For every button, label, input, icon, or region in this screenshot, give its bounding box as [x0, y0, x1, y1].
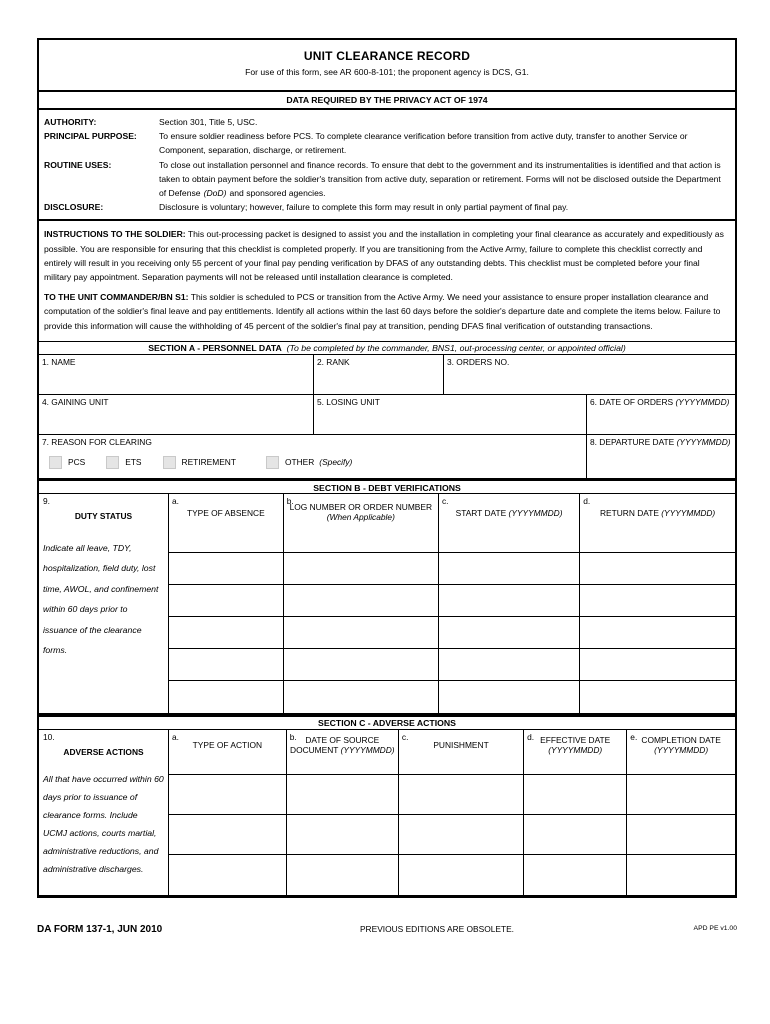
- adverse-actions-grid: [169, 730, 735, 895]
- section-b-rows: [169, 553, 735, 713]
- empty-entry-cell[interactable]: [398, 815, 523, 855]
- empty-entry-cell[interactable]: [283, 681, 438, 713]
- reason-option-retirement: [163, 456, 236, 469]
- rank-field-label: 2. RANK: [317, 356, 350, 367]
- empty-entry-cell[interactable]: [169, 617, 283, 649]
- empty-entry-cell[interactable]: [438, 553, 579, 585]
- orders-no-field-label: 3. ORDERS NO.: [447, 356, 510, 367]
- table-row: [169, 681, 735, 713]
- reason-for-clearing-field: [39, 435, 587, 479]
- reason-checkboxes: [49, 456, 583, 469]
- empty-entry-cell[interactable]: [286, 775, 398, 815]
- section-b-header: [39, 479, 735, 494]
- instructions-block: [39, 221, 735, 340]
- date-of-orders-format: (YYYYMMDD): [675, 396, 730, 407]
- to-unit-commander: [44, 290, 727, 333]
- date-of-orders-field[interactable]: [587, 395, 735, 435]
- col-return-date: d. RETURN DATE (YYYYMMDD): [580, 494, 735, 553]
- debt-verifications-grid: [169, 494, 735, 713]
- empty-entry-cell[interactable]: [398, 775, 523, 815]
- empty-entry-cell[interactable]: [169, 585, 283, 617]
- table-row: [169, 649, 735, 681]
- table-row: [169, 855, 735, 895]
- section-b-column-headers: [169, 494, 735, 553]
- empty-entry-cell[interactable]: [169, 815, 286, 855]
- item-10-number: 10.: [43, 731, 55, 742]
- other-label: OTHER: [284, 457, 315, 468]
- col-log-number: b. LOG NUMBER OR ORDER NUMBER (When Applicable): [283, 494, 438, 553]
- reason-option-pcs: [49, 456, 85, 469]
- date-of-orders-field-label: 6. DATE OF ORDERS: [590, 396, 674, 407]
- orders-no-field[interactable]: [444, 355, 735, 395]
- empty-entry-cell[interactable]: [438, 617, 579, 649]
- adverse-actions-title: ADVERSE ACTIONS: [63, 746, 144, 757]
- privacy-act-bar: DATA REQUIRED BY THE PRIVACY ACT OF 1974: [39, 92, 735, 110]
- privacy-row-routine-uses: [39, 158, 735, 201]
- ets-checkbox[interactable]: [106, 456, 119, 469]
- table-row: [169, 775, 735, 815]
- item-9-number: 9.: [43, 495, 50, 506]
- empty-entry-cell[interactable]: [283, 553, 438, 585]
- empty-entry-cell[interactable]: [283, 585, 438, 617]
- form-number: DA FORM 137-1, JUN 2010: [37, 924, 163, 935]
- table-row: [169, 815, 735, 855]
- reason-option-other: [266, 456, 352, 469]
- section-a-row-1: [39, 355, 735, 395]
- pcs-label: PCS: [68, 457, 86, 468]
- empty-entry-cell[interactable]: [627, 775, 735, 815]
- other-specify-note: (Specify): [319, 457, 353, 468]
- routine-uses-label: ROUTINE USES:: [44, 159, 112, 170]
- form-title-block: [39, 40, 735, 92]
- empty-entry-cell[interactable]: [286, 855, 398, 895]
- section-c-header: [39, 713, 735, 730]
- gaining-unit-field-label: 4. GAINING UNIT: [42, 396, 109, 407]
- empty-entry-cell[interactable]: [169, 775, 286, 815]
- empty-entry-cell[interactable]: [524, 775, 627, 815]
- apd-version: APD PE v1.00: [693, 925, 737, 932]
- empty-entry-cell[interactable]: [627, 855, 735, 895]
- authority-label: AUTHORITY:: [44, 117, 97, 127]
- empty-entry-cell[interactable]: [580, 585, 735, 617]
- other-checkbox[interactable]: [266, 456, 279, 469]
- principal-purpose-text: To ensure soldier readiness before PCS. To complete clearance verification before transition from active duty, transfer to another Service or Component, separation, discharge, or retirement.: [159, 131, 688, 156]
- name-field-label: 1. NAME: [42, 356, 76, 367]
- section-a-note: (To be completed by the commander, BNS1, out-processing center, or appointed official): [286, 342, 626, 353]
- instructions-to-soldier-label: INSTRUCTIONS TO THE SOLDIER:: [44, 229, 186, 240]
- section-b-title: SECTION B - DEBT VERIFICATIONS: [313, 482, 461, 493]
- instructions-to-soldier-text: This out-processing packet is designed to assist you and the installation in completing your final clearance as accurately and expeditiously as possible. You are responsible for ensuring that this checklist is completed properly. If you are transitioning from the Active Army, failure to complete this checklist correctly and entirely will result in you receiving only 55 percent of your final pay pending verification by DFAS of any outstanding debts. This checklist must be completed before your final military pay appointment. Separation payments will not be released until installation clearance is completed.: [44, 229, 724, 283]
- pcs-checkbox[interactable]: [49, 456, 62, 469]
- empty-entry-cell[interactable]: [438, 681, 579, 713]
- col-date-of-source-document: b. DATE OF SOURCE DOCUMENT (YYYYMMDD): [286, 730, 398, 775]
- disclosure-text: Disclosure is voluntary; however, failure to complete this form may result in only partial payment of final pay.: [159, 202, 569, 213]
- da-form-137-1: [37, 38, 737, 898]
- routine-uses-text: To close out installation personnel and finance records. To ensure that debt to the government and its instrumentalities is identified and that action is taken to obtain payment before the soldier's transition from active duty, separation or retirement. Forms will not be disclosed outside the Department of Defense (DoD) and sponsored agencies.: [159, 159, 721, 199]
- empty-entry-cell[interactable]: [580, 681, 735, 713]
- section-a-header: [39, 341, 735, 355]
- section-a-row-3: [39, 435, 735, 479]
- empty-entry-cell[interactable]: [627, 815, 735, 855]
- principal-purpose-label: PRINCIPAL PURPOSE:: [44, 131, 137, 142]
- privacy-row-authority: [39, 115, 735, 129]
- section-b-table: [39, 494, 735, 713]
- col-start-date: c. START DATE (YYYYMMDD): [438, 494, 579, 553]
- empty-entry-cell[interactable]: [524, 855, 627, 895]
- adverse-actions-note: All that have occurred within 60 days prior to issuance of clearance forms. Include UCMJ actions, courts martial, administrative reductions, and administrative discharges.: [43, 773, 164, 874]
- instructions-to-soldier: [44, 227, 727, 284]
- rank-field[interactable]: [314, 355, 444, 395]
- form-title: UNIT CLEARANCE RECORD: [303, 49, 471, 63]
- reason-option-ets: [106, 456, 141, 469]
- section-c-column-headers: [169, 730, 735, 775]
- table-row: [169, 585, 735, 617]
- disclosure-label: DISCLOSURE:: [44, 202, 104, 213]
- ets-label: ETS: [125, 457, 142, 468]
- form-subtitle: For use of this form, see AR 600-8-101; the proponent agency is DCS, G1.: [245, 67, 529, 77]
- col-type-of-absence: a. TYPE OF ABSENCE: [169, 494, 283, 553]
- empty-entry-cell[interactable]: [580, 617, 735, 649]
- empty-entry-cell[interactable]: [283, 617, 438, 649]
- reason-for-clearing-label: 7. REASON FOR CLEARING: [42, 436, 152, 447]
- departure-date-field[interactable]: [587, 435, 735, 479]
- duty-status-note: Indicate all leave, TDY, hospitalization, field duty, lost time, AWOL, and confinement within 60 days prior to issuance of the clearance forms.: [43, 542, 159, 656]
- empty-entry-cell[interactable]: [169, 681, 283, 713]
- section-a-title: SECTION A - PERSONNEL DATA: [148, 342, 282, 353]
- retirement-checkbox[interactable]: [163, 456, 176, 469]
- table-row: [169, 553, 735, 585]
- departure-date-format: (YYYYMMDD): [676, 436, 731, 447]
- col-completion-date: e. COMPLETION DATE (YYYYMMDD): [627, 730, 735, 775]
- duty-status-label-cell: [39, 494, 169, 713]
- adverse-actions-label-cell: [39, 730, 169, 895]
- empty-entry-cell[interactable]: [524, 815, 627, 855]
- privacy-row-principal-purpose: [39, 129, 735, 157]
- name-field[interactable]: [39, 355, 314, 395]
- section-c-rows: [169, 775, 735, 895]
- empty-entry-cell[interactable]: [580, 553, 735, 585]
- section-c-title: SECTION C - ADVERSE ACTIONS: [318, 717, 456, 728]
- departure-date-field-label: 8. DEPARTURE DATE: [590, 436, 675, 447]
- empty-entry-cell[interactable]: [398, 855, 523, 895]
- col-type-of-action: a. TYPE OF ACTION: [169, 730, 286, 775]
- section-c-table: [39, 730, 735, 895]
- form-footer: [37, 924, 737, 935]
- to-unit-commander-text: This soldier is scheduled to PCS or transition from the Active Army. We need your assistance to ensure proper installation clearance and computation of the soldier's final leave and pay entitlements. Identify all actions within the last 60 days before the soldier's departure date and complete the items below. Failure to provide this information will cause the withholding of 45 percent of the soldier's final pay at transition, pending DFAS final verification of outstanding transactions.: [44, 292, 721, 331]
- table-row: [169, 617, 735, 649]
- previous-editions-note: PREVIOUS EDITIONS ARE OBSOLETE.: [359, 924, 515, 934]
- privacy-act-section: [39, 110, 735, 221]
- empty-entry-cell[interactable]: [438, 585, 579, 617]
- empty-entry-cell[interactable]: [169, 649, 283, 681]
- empty-entry-cell[interactable]: [286, 815, 398, 855]
- col-punishment: c. PUNISHMENT: [398, 730, 523, 775]
- losing-unit-field-label: 5. LOSING UNIT: [317, 396, 380, 407]
- duty-status-title: DUTY STATUS: [74, 510, 133, 521]
- to-unit-commander-label: TO THE UNIT COMMANDER/BN S1:: [44, 292, 189, 303]
- losing-unit-field[interactable]: [314, 395, 587, 435]
- retirement-label: RETIREMENT: [181, 457, 236, 468]
- privacy-row-disclosure: [39, 200, 735, 214]
- empty-entry-cell[interactable]: [580, 649, 735, 681]
- section-a-row-2: [39, 395, 735, 435]
- empty-entry-cell[interactable]: [283, 649, 438, 681]
- dod-abbrev: (DoD): [203, 188, 227, 199]
- empty-entry-cell[interactable]: [169, 855, 286, 895]
- gaining-unit-field[interactable]: [39, 395, 314, 435]
- col-effective-date: d. EFFECTIVE DATE (YYYYMMDD): [524, 730, 627, 775]
- authority-text: Section 301, Title 5, USC.: [159, 117, 258, 127]
- empty-entry-cell[interactable]: [438, 649, 579, 681]
- empty-entry-cell[interactable]: [169, 553, 283, 585]
